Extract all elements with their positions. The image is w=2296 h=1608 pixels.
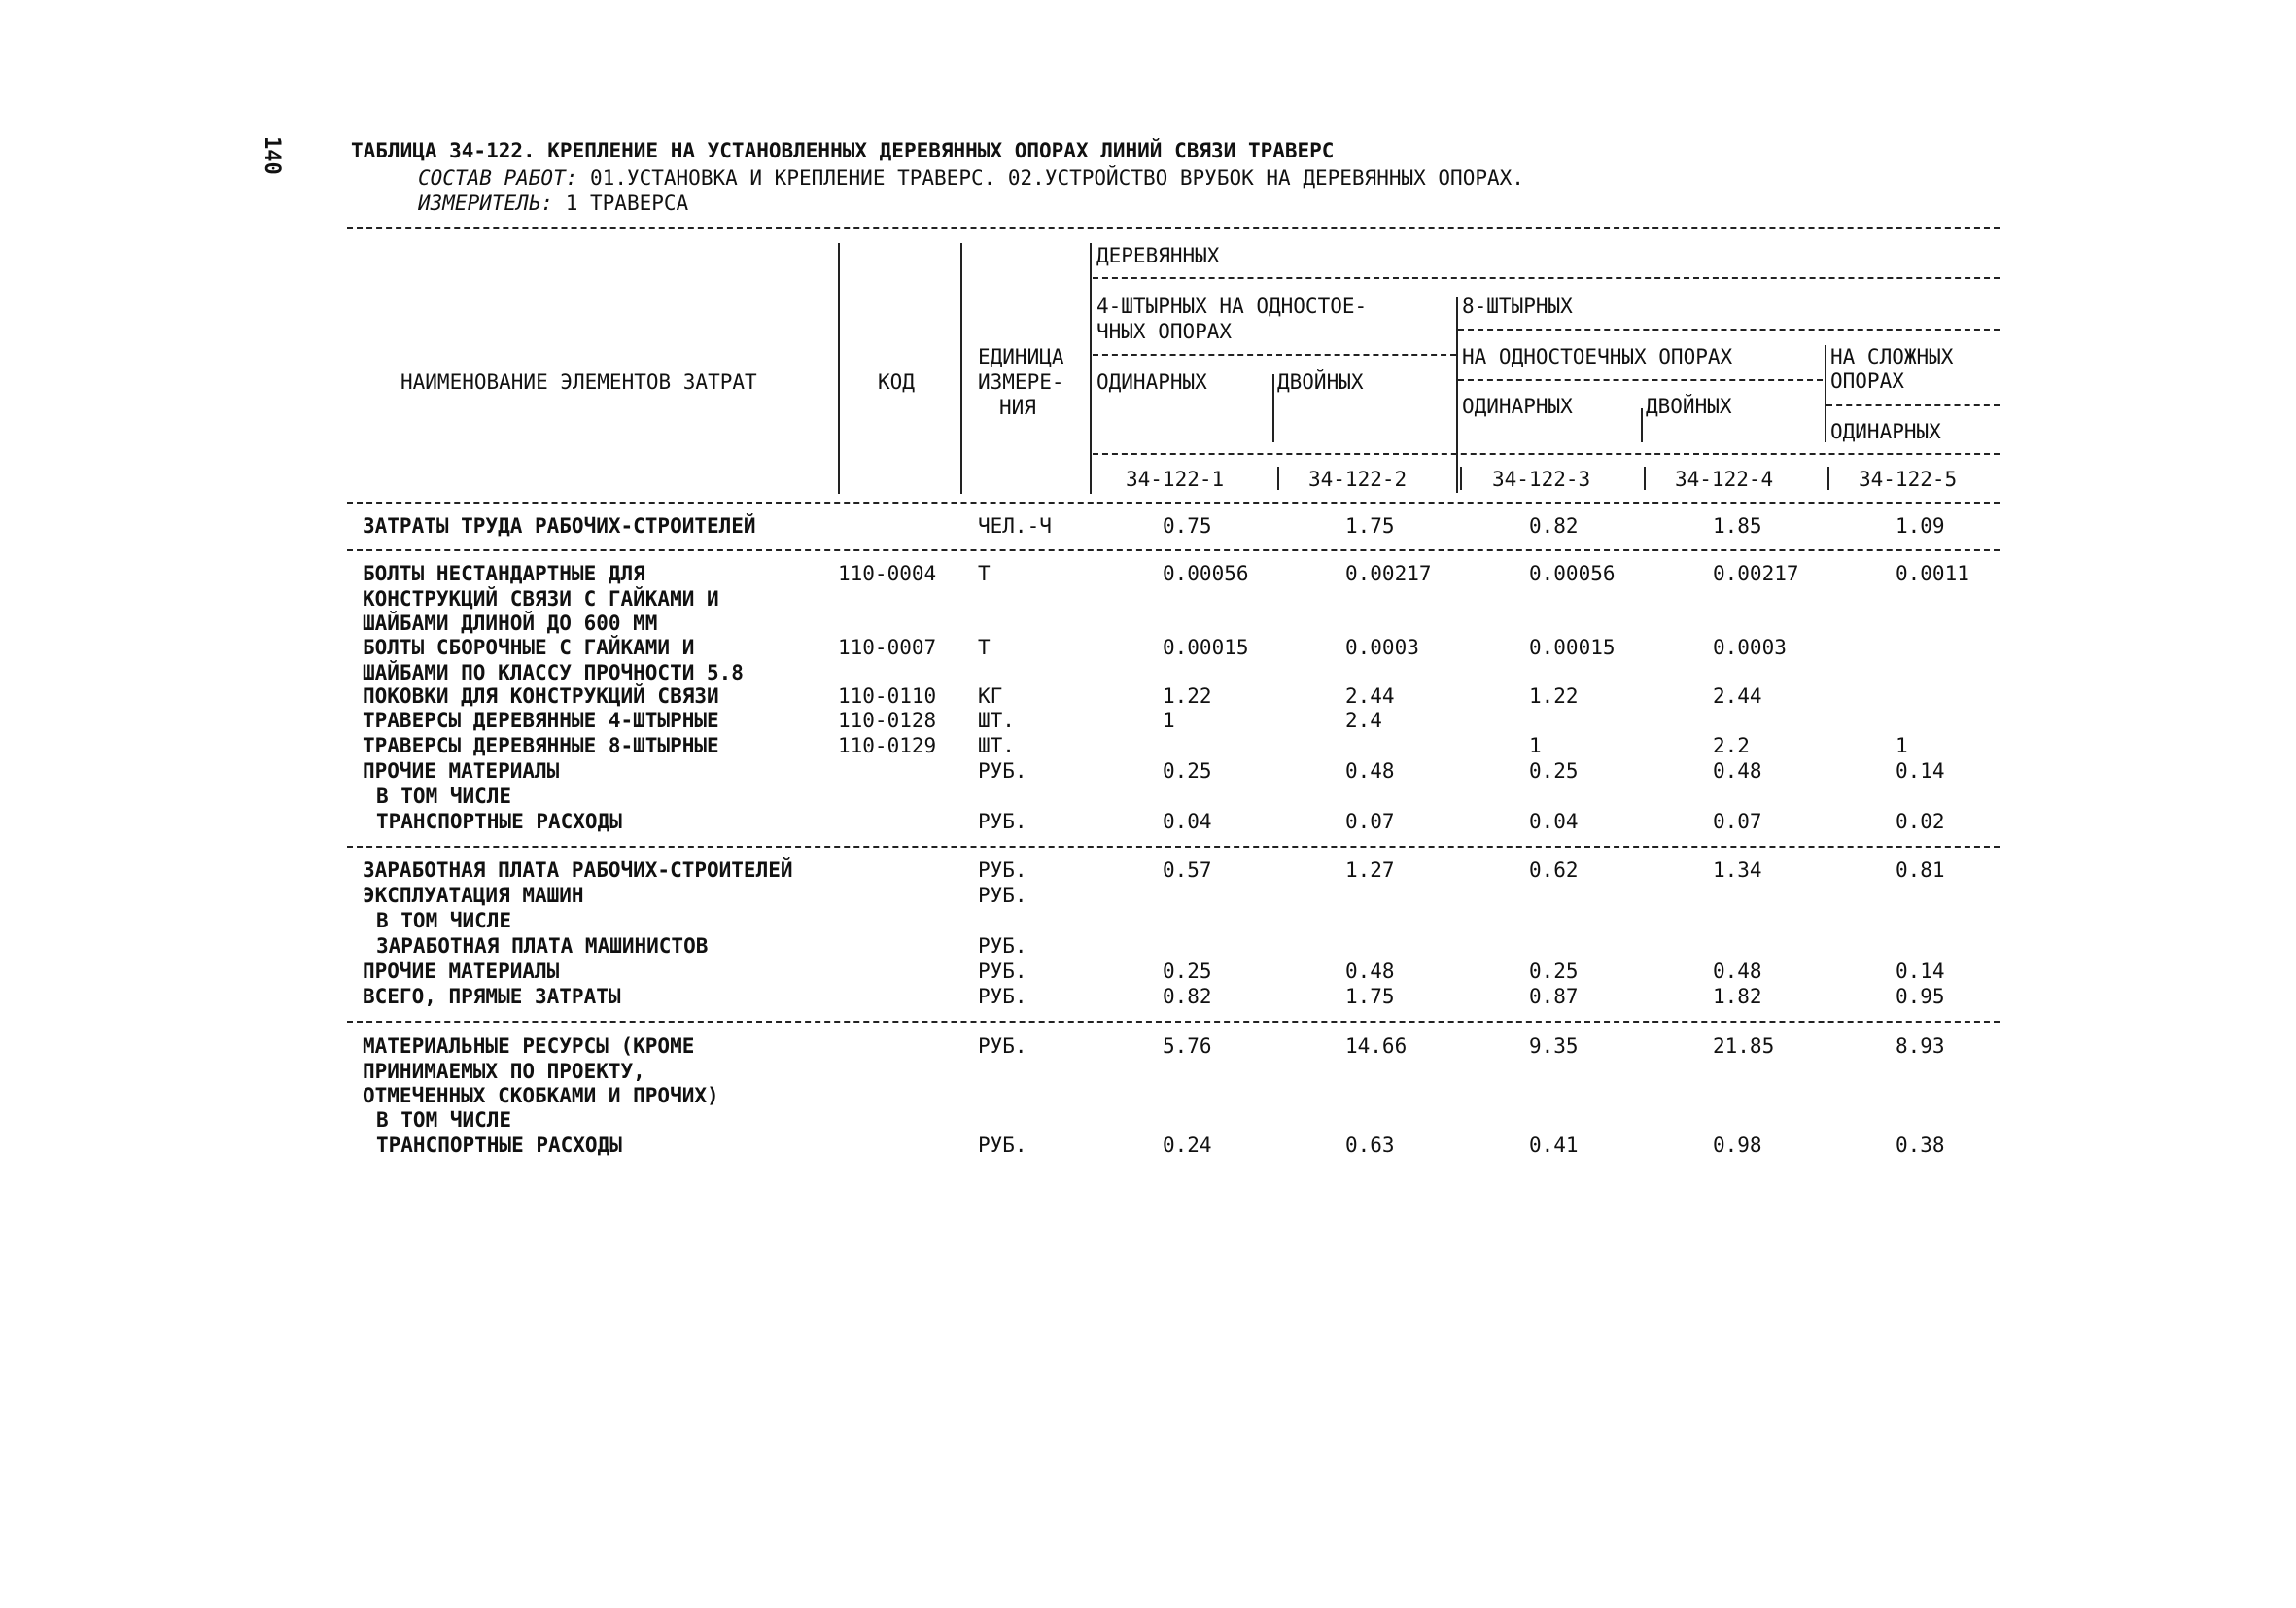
row-value-5: 1.09 (1896, 514, 1945, 538)
row-unit: ШТ. (978, 709, 1015, 732)
row-value-1: 5.76 (1163, 1034, 1212, 1058)
row-value-2: 1.75 (1345, 514, 1395, 538)
row-value-1: 0.57 (1163, 858, 1212, 882)
row-value-3: 0.00056 (1529, 562, 1616, 585)
row-name-line: ТРАВЕРСЫ ДЕРЕВЯННЫЕ 4-ШТЫРНЫЕ (363, 709, 719, 732)
row-unit: ЧЕЛ.-Ч (978, 514, 1052, 538)
row-value-5: 0.81 (1896, 858, 1945, 882)
row-value-1: 0.25 (1163, 759, 1212, 783)
row-value-1: 0.00056 (1163, 562, 1249, 585)
row-name-line: ЗАТРАТЫ ТРУДА РАБОЧИХ-СТРОИТЕЛЕЙ (363, 514, 756, 538)
header-wooden: ДЕРЕВЯННЫХ (1096, 244, 1220, 267)
row-value-4: 0.00217 (1713, 562, 1799, 585)
measurement-unit (418, 191, 688, 216)
row-value-4: 1.82 (1713, 985, 1762, 1008)
page-number: 140 (260, 136, 284, 175)
rule-header-1 (1093, 277, 2000, 279)
row-code: 110-0129 (838, 734, 937, 757)
work-text: 01.УСТАНОВКА И КРЕПЛЕНИЕ ТРАВЕРС. 02.УСТРОЙСТВО ВРУБОК НА ДЕРЕВЯННЫХ ОПОРАХ. (590, 166, 1524, 190)
col-divider (838, 243, 840, 494)
row-value-1: 0.25 (1163, 960, 1212, 983)
row-value-1: 0.82 (1163, 985, 1212, 1008)
row-name-line: ЗАРАБОТНАЯ ПЛАТА РАБОЧИХ-СТРОИТЕЛЕЙ (363, 858, 793, 882)
header-complex-2: ОПОРАХ (1830, 369, 1904, 393)
row-value-3: 1.22 (1529, 684, 1579, 708)
row-name-line: БОЛТЫ НЕСТАНДАРТНЫЕ ДЛЯ (363, 562, 645, 585)
row-value-4: 2.2 (1713, 734, 1750, 757)
row-name-line: ВСЕГО, ПРЯМЫЕ ЗАТРАТЫ (363, 985, 621, 1008)
header-single-complex: ОДИНАРНЫХ (1830, 420, 1941, 443)
header-4pin-2: ЧНЫХ ОПОРАХ (1096, 320, 1233, 343)
table-title: ТАБЛИЦА 34-122. КРЕПЛЕНИЕ НА УСТАНОВЛЕННЫХ ДЕРЕВЯННЫХ ОПОРАХ ЛИНИЙ СВЯЗИ ТРАВЕРС (351, 139, 1335, 162)
row-value-4: 0.0003 (1713, 636, 1787, 659)
row-name-line: В ТОМ ЧИСЛЕ (376, 785, 512, 808)
rule-section-3 (347, 1021, 2000, 1023)
row-value-5: 8.93 (1896, 1034, 1945, 1058)
header-single-8pin: ОДИНАРНЫХ (1462, 395, 1573, 418)
code-34-122-4: 34-122-4 (1675, 468, 1774, 491)
row-value-5: 1 (1896, 734, 1908, 757)
row-name-line: ЭКСПЛУАТАЦИЯ МАШИН (363, 884, 584, 907)
meas-text: 1 ТРАВЕРСА (565, 192, 689, 215)
code-34-122-1: 34-122-1 (1126, 468, 1225, 491)
code-34-122-2: 34-122-2 (1308, 468, 1408, 491)
col-header-unit-2: ИЗМЕРЕ- (978, 370, 1064, 394)
col-header-code: КОД (878, 370, 915, 394)
row-value-3: 0.00015 (1529, 636, 1616, 659)
row-name-line: ШАЙБАМИ ДЛИНОЙ ДО 600 ММ (363, 612, 658, 635)
row-value-5: 0.0011 (1896, 562, 1969, 585)
row-value-5: 0.38 (1896, 1134, 1945, 1157)
row-unit: РУБ. (978, 1034, 1027, 1058)
row-value-5: 0.14 (1896, 759, 1945, 783)
col-divider (1825, 345, 1826, 442)
rule-top (347, 227, 2000, 229)
row-unit: РУБ. (978, 1134, 1027, 1157)
row-value-2: 1.75 (1345, 985, 1395, 1008)
row-name-line: БОЛТЫ СБОРОЧНЫЕ С ГАЙКАМИ И (363, 636, 695, 659)
row-value-4: 21.85 (1713, 1034, 1775, 1058)
rule-header-6 (1093, 453, 2000, 455)
row-value-1: 1.22 (1163, 684, 1212, 708)
row-name-line: ОТМЕЧЕННЫХ СКОБКАМИ И ПРОЧИХ) (363, 1084, 719, 1107)
code-divider (1277, 467, 1279, 490)
row-value-4: 0.48 (1713, 759, 1762, 783)
rule-section-1 (347, 549, 2000, 551)
row-name-line: ТРАВЕРСЫ ДЕРЕВЯННЫЕ 8-ШТЫРНЫЕ (363, 734, 719, 757)
row-value-4: 1.34 (1713, 858, 1762, 882)
row-value-3: 0.41 (1529, 1134, 1579, 1157)
row-name-line: ПРОЧИЕ МАТЕРИАЛЫ (363, 960, 560, 983)
rule-header-bottom (347, 502, 2000, 504)
row-value-2: 0.48 (1345, 960, 1395, 983)
row-unit: Т (978, 562, 991, 585)
row-value-5: 0.14 (1896, 960, 1945, 983)
row-value-4: 0.98 (1713, 1134, 1762, 1157)
header-complex-1: НА СЛОЖНЫХ (1830, 345, 1954, 368)
col-divider (1090, 243, 1092, 494)
row-unit: РУБ. (978, 960, 1027, 983)
header-single-post: НА ОДНОСТОЕЧНЫХ ОПОРАХ (1462, 345, 1733, 368)
row-value-4: 2.44 (1713, 684, 1762, 708)
row-unit: КГ (978, 684, 1003, 708)
row-name-line: ПРИНИМАЕМЫХ ПО ПРОЕКТУ, (363, 1059, 645, 1083)
code-34-122-3: 34-122-3 (1492, 468, 1591, 491)
col-header-unit-3: НИЯ (999, 396, 1036, 419)
row-name-line: ПОКОВКИ ДЛЯ КОНСТРУКЦИЙ СВЯЗИ (363, 684, 719, 708)
row-value-2: 0.48 (1345, 759, 1395, 783)
row-value-3: 0.87 (1529, 985, 1579, 1008)
col-header-unit-1: ЕДИНИЦА (978, 345, 1064, 368)
row-value-3: 9.35 (1529, 1034, 1579, 1058)
row-value-1: 0.24 (1163, 1134, 1212, 1157)
col-divider (1641, 408, 1643, 442)
row-value-4: 0.48 (1713, 960, 1762, 983)
code-divider (1827, 467, 1829, 490)
row-name-line: КОНСТРУКЦИЙ СВЯЗИ С ГАЙКАМИ И (363, 586, 719, 611)
row-value-5: 0.95 (1896, 985, 1945, 1008)
code-divider (1460, 467, 1462, 490)
meas-label: ИЗМЕРИТЕЛЬ: (418, 192, 554, 215)
row-value-3: 1 (1529, 734, 1542, 757)
row-unit: РУБ. (978, 810, 1027, 833)
row-value-2: 0.07 (1345, 810, 1395, 833)
col-divider (1456, 297, 1458, 493)
work-label: СОСТАВ РАБОТ: (418, 166, 578, 190)
rule-header-4 (1458, 379, 1823, 381)
row-unit: РУБ. (978, 985, 1027, 1008)
row-value-2: 0.00217 (1345, 562, 1432, 585)
col-divider (960, 243, 962, 494)
row-value-2: 0.0003 (1345, 636, 1419, 659)
row-name-line: В ТОМ ЧИСЛЕ (376, 1108, 512, 1132)
row-value-3: 0.62 (1529, 858, 1579, 882)
row-value-2: 2.4 (1345, 709, 1382, 732)
row-value-1: 0.75 (1163, 514, 1212, 538)
header-double-4pin: ДВОЙНЫХ (1277, 370, 1364, 394)
row-value-2: 14.66 (1345, 1034, 1408, 1058)
row-unit: ШТ. (978, 734, 1015, 757)
row-value-4: 0.07 (1713, 810, 1762, 833)
row-value-3: 0.04 (1529, 810, 1579, 833)
row-value-1: 0.04 (1163, 810, 1212, 833)
row-code: 110-0128 (838, 709, 937, 732)
row-value-3: 0.25 (1529, 960, 1579, 983)
code-divider (1644, 467, 1646, 490)
row-value-3: 0.82 (1529, 514, 1579, 538)
row-unit: РУБ. (978, 884, 1027, 907)
row-value-1: 1 (1163, 709, 1175, 732)
rule-section-2 (347, 846, 2000, 848)
header-single-4pin: ОДИНАРНЫХ (1096, 370, 1207, 394)
row-value-3: 0.25 (1529, 759, 1579, 783)
row-value-4: 1.85 (1713, 514, 1762, 538)
row-name-line: ПРОЧИЕ МАТЕРИАЛЫ (363, 759, 560, 783)
header-double-8pin: ДВОЙНЫХ (1646, 395, 1732, 418)
row-name-line: В ТОМ ЧИСЛЕ (376, 909, 512, 932)
row-name-line: ШАЙБАМИ ПО КЛАССУ ПРОЧНОСТИ 5.8 (363, 660, 744, 684)
row-code: 110-0007 (838, 636, 937, 659)
header-4pin-1: 4-ШТЫРНЫХ НА ОДНОСТОЕ- (1096, 295, 1368, 318)
col-divider (1272, 374, 1274, 442)
row-name-line: ТРАНСПОРТНЫЕ РАСХОДЫ (376, 1134, 622, 1157)
row-code: 110-0004 (838, 562, 937, 585)
row-code: 110-0110 (838, 684, 937, 708)
work-composition (418, 165, 1524, 191)
col-header-name: НАИМЕНОВАНИЕ ЭЛЕМЕНТОВ ЗАТРАТ (400, 370, 757, 394)
row-value-2: 2.44 (1345, 684, 1395, 708)
row-name-line: ТРАНСПОРТНЫЕ РАСХОДЫ (376, 810, 622, 833)
row-value-1: 0.00015 (1163, 636, 1249, 659)
row-value-2: 0.63 (1345, 1134, 1395, 1157)
header-8pin: 8-ШТЫРНЫХ (1462, 295, 1573, 318)
row-unit: Т (978, 636, 991, 659)
rule-header-5 (1826, 404, 2000, 406)
code-34-122-5: 34-122-5 (1859, 468, 1958, 491)
row-unit: РУБ. (978, 858, 1027, 882)
row-value-5: 0.02 (1896, 810, 1945, 833)
row-unit: РУБ. (978, 759, 1027, 783)
row-name-line: МАТЕРИАЛЬНЫЕ РЕСУРСЫ (КРОМЕ (363, 1034, 695, 1058)
row-name-line: ЗАРАБОТНАЯ ПЛАТА МАШИНИСТОВ (376, 934, 709, 958)
row-value-2: 1.27 (1345, 858, 1395, 882)
rule-header-3 (1093, 354, 1456, 356)
row-unit: РУБ. (978, 934, 1027, 958)
rule-header-2 (1458, 329, 2000, 331)
